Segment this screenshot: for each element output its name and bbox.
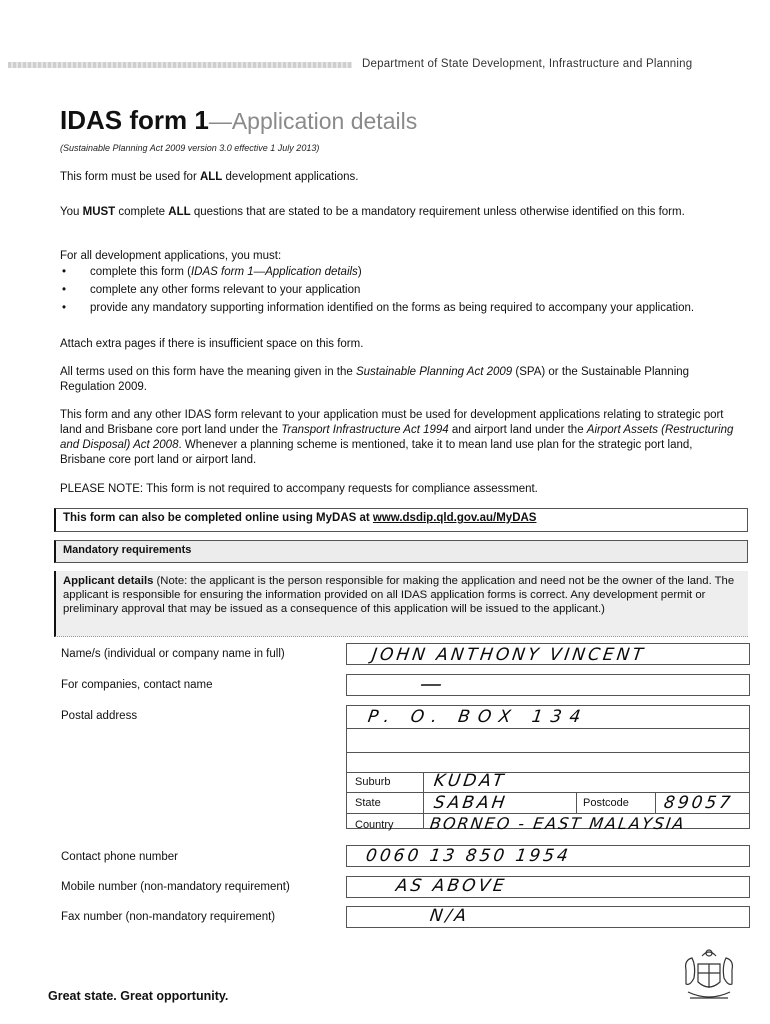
country-value: BORNEO - EAST MALAYSIA — [428, 814, 687, 833]
intro-paragraph-5: All terms used on this form have the meaning given in the Sustainable Planning Act 2009 (SPA) or the Sustainable Planning Regulation 2009. — [60, 366, 690, 393]
name-label: Name/s (individual or company name in full) — [61, 648, 285, 660]
version-note: (Sustainable Planning Act 2009 version 3.0 effective 1 July 2013) — [60, 143, 320, 153]
footer-slogan: Great state. Great opportunity. — [48, 989, 229, 1003]
applicant-note: (Note: the applicant is the person responsible for making the application and need not be the owner of the land. The applicant is responsible for ensuring the information provided on all IDAS application forms is correct. Any development permit or preliminary approval that may be issued as a consequence of this application will be issued to the applicant.) — [63, 575, 735, 615]
state-value: SABAH — [432, 793, 509, 813]
intro-paragraph-4: Attach extra pages if there is insufficient space on this form. — [60, 338, 364, 350]
requirements-list — [60, 265, 736, 319]
postal-address-label: Postal address — [61, 710, 138, 722]
fax-field[interactable] — [346, 906, 750, 928]
suburb-label: Suburb — [355, 776, 391, 788]
queensland-coat-of-arms-icon — [676, 940, 742, 1010]
intro-paragraph-6: This form and any other IDAS form relevant to your application must be used for development applications relating to strategic port land and Brisbane core port land under the Transport Infrastructure Act 1994 and airport land under the Airport Assets (Restructuring and Disposal) Act 2008. Whenever a planning scheme is mentioned, take it to mean land use plan for the strategic port land, Brisbane core port land or airport land. — [60, 409, 734, 466]
list-item: • provide any mandatory supporting information identified on the forms as being required to accompany your application. — [60, 301, 736, 316]
intro-paragraph-3: For all development applications, you must: — [60, 250, 282, 262]
list-item: • complete any other forms relevant to your application — [60, 283, 736, 298]
intro-paragraph-2: You MUST complete ALL questions that are stated to be a mandatory requirement unless otherwise identified on this form. — [60, 206, 685, 218]
contact-name-field[interactable] — [346, 674, 750, 696]
phone-label: Contact phone number — [61, 851, 178, 863]
mydas-text: This form can also be completed online using MyDAS at — [63, 512, 373, 524]
mobile-value: AS ABOVE — [394, 876, 509, 896]
suburb-value: KUDAT — [432, 771, 508, 791]
fax-label: Fax number (non-mandatory requirement) — [61, 911, 276, 923]
phone-value: 0060 13 850 1954 — [364, 846, 573, 866]
contact-name-value: — — [418, 672, 447, 697]
mydas-link[interactable]: www.dsdip.qld.gov.au/MyDAS — [372, 512, 537, 524]
header-rule — [8, 62, 352, 68]
mobile-label: Mobile number (non-mandatory requirement) — [61, 881, 290, 893]
applicant-details-note — [54, 571, 748, 637]
postal-line-2[interactable] — [346, 729, 750, 753]
applicant-heading: Applicant details — [63, 575, 154, 587]
list-item: • complete this form (IDAS form 1—Application details) — [60, 265, 736, 280]
mydas-online-banner — [54, 508, 748, 532]
contact-name-label: For companies, contact name — [61, 679, 213, 691]
country-label: Country — [355, 819, 394, 831]
postal-line-3[interactable] — [346, 753, 750, 773]
form-title-sub: —Application details — [208, 108, 418, 134]
form-title-main: IDAS form 1 — [60, 105, 209, 135]
fax-value: N/A — [428, 906, 471, 926]
postcode-value: 89057 — [662, 793, 735, 813]
mandatory-requirements-heading: Mandatory requirements — [54, 540, 748, 563]
department-name: Department of State Development, Infrastructure and Planning — [362, 58, 693, 70]
state-label: State — [355, 797, 381, 809]
intro-paragraph-7: PLEASE NOTE: This form is not required to accompany requests for compliance assessment. — [60, 483, 538, 495]
intro-paragraph-1: This form must be used for ALL development applications. — [60, 171, 359, 183]
name-value: JOHN ANTHONY VINCENT — [370, 645, 648, 665]
postcode-label: Postcode — [583, 797, 629, 809]
form-title — [60, 105, 417, 136]
postal-address-value: P. O. BOX 134 — [366, 707, 590, 727]
